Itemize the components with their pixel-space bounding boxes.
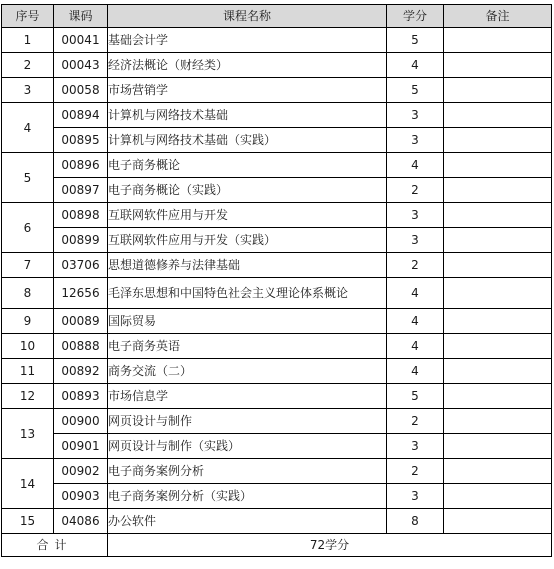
table-row bbox=[2, 484, 552, 509]
cell-seq: 8 bbox=[2, 278, 54, 309]
table-row bbox=[2, 178, 552, 203]
cell-note bbox=[444, 409, 552, 434]
cell-note bbox=[444, 53, 552, 78]
cell-course-name: 思想道德修养与法律基础 bbox=[108, 253, 387, 278]
cell-seq: 7 bbox=[2, 253, 54, 278]
cell-credit: 2 bbox=[387, 409, 444, 434]
cell-credit: 2 bbox=[387, 178, 444, 203]
cell-code: 00896 bbox=[54, 153, 108, 178]
cell-code: 00894 bbox=[54, 103, 108, 128]
cell-credit: 8 bbox=[387, 509, 444, 534]
cell-course-name: 基础会计学 bbox=[108, 28, 387, 53]
cell-code: 00898 bbox=[54, 203, 108, 228]
cell-credit: 2 bbox=[387, 253, 444, 278]
cell-note bbox=[444, 384, 552, 409]
cell-credit: 4 bbox=[387, 153, 444, 178]
header-row bbox=[2, 5, 552, 28]
header-credit: 学分 bbox=[387, 5, 444, 28]
cell-seq: 10 bbox=[2, 334, 54, 359]
cell-seq: 14 bbox=[2, 459, 54, 509]
cell-note bbox=[444, 253, 552, 278]
cell-seq: 4 bbox=[2, 103, 54, 153]
cell-seq: 1 bbox=[2, 28, 54, 53]
cell-note bbox=[444, 153, 552, 178]
cell-code: 00892 bbox=[54, 359, 108, 384]
cell-course-name: 毛泽东思想和中国特色社会主义理论体系概论 bbox=[108, 278, 387, 309]
cell-note bbox=[444, 203, 552, 228]
table-row bbox=[2, 434, 552, 459]
cell-course-name: 电子商务英语 bbox=[108, 334, 387, 359]
cell-note bbox=[444, 509, 552, 534]
cell-course-name: 办公软件 bbox=[108, 509, 387, 534]
table-row bbox=[2, 278, 552, 309]
cell-seq: 5 bbox=[2, 153, 54, 203]
cell-course-name: 电子商务概论 bbox=[108, 153, 387, 178]
cell-code: 04086 bbox=[54, 509, 108, 534]
cell-credit: 3 bbox=[387, 128, 444, 153]
table-body bbox=[2, 28, 552, 534]
cell-note bbox=[444, 278, 552, 309]
cell-credit: 5 bbox=[387, 384, 444, 409]
cell-credit: 4 bbox=[387, 278, 444, 309]
cell-note bbox=[444, 434, 552, 459]
table-row bbox=[2, 459, 552, 484]
cell-course-name: 市场营销学 bbox=[108, 78, 387, 103]
cell-credit: 3 bbox=[387, 103, 444, 128]
cell-course-name: 电子商务概论（实践） bbox=[108, 178, 387, 203]
table-row bbox=[2, 334, 552, 359]
cell-code: 00902 bbox=[54, 459, 108, 484]
table-row bbox=[2, 509, 552, 534]
cell-credit: 3 bbox=[387, 228, 444, 253]
cell-course-name: 计算机与网络技术基础 bbox=[108, 103, 387, 128]
cell-course-name: 电子商务案例分析（实践） bbox=[108, 484, 387, 509]
cell-note bbox=[444, 459, 552, 484]
table-row bbox=[2, 28, 552, 53]
cell-code: 00901 bbox=[54, 434, 108, 459]
cell-credit: 3 bbox=[387, 203, 444, 228]
cell-code: 00888 bbox=[54, 334, 108, 359]
cell-note bbox=[444, 228, 552, 253]
cell-code: 00041 bbox=[54, 28, 108, 53]
cell-credit: 3 bbox=[387, 484, 444, 509]
table-row bbox=[2, 253, 552, 278]
cell-code: 00058 bbox=[54, 78, 108, 103]
table-row bbox=[2, 409, 552, 434]
cell-seq: 11 bbox=[2, 359, 54, 384]
cell-credit: 5 bbox=[387, 28, 444, 53]
header-note: 备注 bbox=[444, 5, 552, 28]
cell-course-name: 经济法概论（财经类） bbox=[108, 53, 387, 78]
course-table bbox=[1, 4, 552, 557]
table-row bbox=[2, 359, 552, 384]
cell-course-name: 电子商务案例分析 bbox=[108, 459, 387, 484]
cell-note bbox=[444, 178, 552, 203]
cell-code: 12656 bbox=[54, 278, 108, 309]
cell-seq: 2 bbox=[2, 53, 54, 78]
cell-note bbox=[444, 103, 552, 128]
cell-code: 00897 bbox=[54, 178, 108, 203]
cell-code: 03706 bbox=[54, 253, 108, 278]
cell-note bbox=[444, 78, 552, 103]
cell-note bbox=[444, 28, 552, 53]
cell-credit: 4 bbox=[387, 53, 444, 78]
cell-course-name: 计算机与网络技术基础（实践） bbox=[108, 128, 387, 153]
header-code: 课码 bbox=[54, 5, 108, 28]
header-seq: 序号 bbox=[2, 5, 54, 28]
total-label: 合计 bbox=[2, 534, 108, 557]
cell-credit: 4 bbox=[387, 359, 444, 384]
cell-course-name: 市场信息学 bbox=[108, 384, 387, 409]
cell-credit: 4 bbox=[387, 309, 444, 334]
cell-course-name: 商务交流（二） bbox=[108, 359, 387, 384]
cell-note bbox=[444, 334, 552, 359]
cell-seq: 12 bbox=[2, 384, 54, 409]
cell-note bbox=[444, 309, 552, 334]
table-row bbox=[2, 203, 552, 228]
cell-credit: 3 bbox=[387, 434, 444, 459]
cell-seq: 6 bbox=[2, 203, 54, 253]
cell-course-name: 国际贸易 bbox=[108, 309, 387, 334]
cell-code: 00899 bbox=[54, 228, 108, 253]
cell-code: 00893 bbox=[54, 384, 108, 409]
table-row bbox=[2, 128, 552, 153]
table-row bbox=[2, 153, 552, 178]
cell-credit: 5 bbox=[387, 78, 444, 103]
cell-seq: 13 bbox=[2, 409, 54, 459]
table-row bbox=[2, 53, 552, 78]
table-row bbox=[2, 309, 552, 334]
table-row bbox=[2, 103, 552, 128]
cell-course-name: 互联网软件应用与开发 bbox=[108, 203, 387, 228]
header-name: 课程名称 bbox=[108, 5, 387, 28]
total-value: 72学分 bbox=[108, 534, 552, 557]
total-row bbox=[2, 534, 552, 557]
cell-code: 00903 bbox=[54, 484, 108, 509]
cell-seq: 15 bbox=[2, 509, 54, 534]
cell-note bbox=[444, 484, 552, 509]
cell-code: 00895 bbox=[54, 128, 108, 153]
cell-code: 00089 bbox=[54, 309, 108, 334]
cell-course-name: 网页设计与制作 bbox=[108, 409, 387, 434]
cell-code: 00900 bbox=[54, 409, 108, 434]
cell-credit: 2 bbox=[387, 459, 444, 484]
cell-code: 00043 bbox=[54, 53, 108, 78]
cell-seq: 3 bbox=[2, 78, 54, 103]
cell-note bbox=[444, 359, 552, 384]
cell-course-name: 互联网软件应用与开发（实践） bbox=[108, 228, 387, 253]
cell-course-name: 网页设计与制作（实践） bbox=[108, 434, 387, 459]
cell-seq: 9 bbox=[2, 309, 54, 334]
cell-note bbox=[444, 128, 552, 153]
table-row bbox=[2, 384, 552, 409]
table-row bbox=[2, 78, 552, 103]
cell-credit: 4 bbox=[387, 334, 444, 359]
table-row bbox=[2, 228, 552, 253]
